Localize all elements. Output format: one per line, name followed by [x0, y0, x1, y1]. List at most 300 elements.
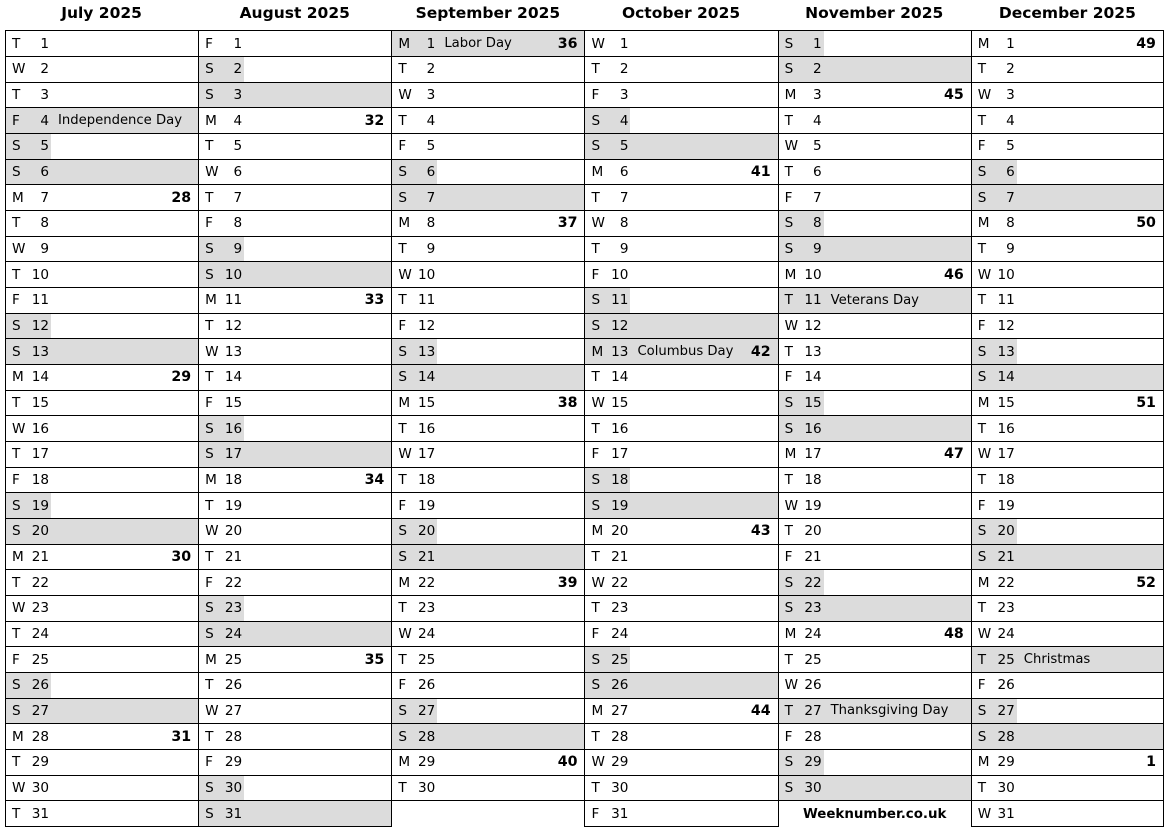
day-of-week-label: W [205, 163, 219, 180]
day-number: 28 [611, 728, 629, 745]
day-row[interactable] [392, 673, 584, 699]
day-of-week-label: M [12, 548, 24, 565]
day-row[interactable] [779, 519, 971, 545]
day-row[interactable] [392, 31, 584, 57]
month-column [5, 0, 198, 827]
day-row[interactable] [585, 570, 777, 596]
day-row[interactable] [6, 339, 198, 365]
day-number: 29 [224, 754, 243, 771]
day-row[interactable] [199, 442, 391, 468]
day-row[interactable] [585, 724, 777, 750]
day-row[interactable] [972, 673, 1163, 699]
day-of-week-label: T [12, 215, 21, 232]
day-row[interactable] [972, 314, 1163, 340]
week-number[interactable]: 38 [557, 394, 578, 411]
day-row[interactable] [199, 801, 391, 827]
day-row[interactable] [6, 160, 198, 186]
day-row[interactable] [585, 365, 777, 391]
month-column [778, 0, 971, 827]
day-number: 11 [804, 292, 822, 309]
day-of-week-label: T [784, 163, 793, 180]
day-number: 13 [31, 343, 49, 360]
day-number: 16 [31, 420, 49, 437]
day-row[interactable] [199, 596, 391, 622]
day-row[interactable] [585, 750, 777, 776]
day-number: 14 [418, 369, 436, 386]
day-row[interactable] [972, 339, 1163, 365]
day-of-week-label: M [398, 574, 411, 591]
day-row[interactable] [972, 365, 1163, 391]
day-row[interactable] [585, 262, 777, 288]
day-row[interactable] [6, 519, 198, 545]
day-row[interactable] [392, 211, 584, 237]
day-row[interactable] [972, 57, 1163, 83]
day-row[interactable] [6, 134, 198, 160]
day-of-week-label: T [784, 523, 793, 540]
day-row[interactable] [779, 160, 971, 186]
day-row[interactable] [585, 647, 777, 673]
day-row[interactable] [199, 160, 391, 186]
day-row[interactable] [779, 724, 971, 750]
day-row[interactable] [6, 673, 198, 699]
day-row[interactable] [779, 134, 971, 160]
holiday-label: Thanksgiving Day [830, 703, 949, 719]
day-row[interactable] [199, 647, 391, 673]
day-row[interactable] [972, 288, 1163, 314]
day-row[interactable] [199, 622, 391, 648]
day-row[interactable] [392, 493, 584, 519]
day-row[interactable] [972, 237, 1163, 263]
week-number[interactable]: 32 [364, 112, 385, 129]
day-row[interactable] [972, 776, 1163, 802]
day-row[interactable] [585, 31, 777, 57]
day-row[interactable] [392, 622, 584, 648]
day-row[interactable] [779, 83, 971, 109]
week-number[interactable]: 30 [171, 548, 192, 565]
day-row[interactable] [199, 288, 391, 314]
day-number: 25 [31, 651, 49, 668]
week-number[interactable]: 43 [750, 523, 771, 540]
day-of-week-label: M [977, 394, 990, 411]
day-row[interactable] [585, 416, 777, 442]
day-number: 13 [611, 343, 629, 360]
day-number: 30 [418, 779, 436, 796]
day-number: 5 [1006, 138, 1015, 155]
day-of-week-label: S [12, 497, 21, 514]
day-row[interactable] [199, 211, 391, 237]
day-row[interactable] [779, 57, 971, 83]
day-of-week-label: T [398, 112, 407, 129]
day-row[interactable] [972, 31, 1163, 57]
day-number: 26 [31, 677, 49, 694]
day-number: 17 [997, 446, 1015, 463]
day-row[interactable] [972, 134, 1163, 160]
day-row[interactable] [585, 699, 777, 725]
week-number[interactable]: 36 [557, 35, 578, 52]
day-row[interactable] [779, 314, 971, 340]
day-row[interactable] [199, 545, 391, 571]
day-of-week-label: F [591, 266, 600, 283]
day-row[interactable] [779, 493, 971, 519]
day-row[interactable] [392, 288, 584, 314]
day-of-week-label: T [977, 420, 987, 437]
day-of-week-label: M [784, 625, 797, 642]
day-row[interactable] [199, 314, 391, 340]
day-number: 21 [611, 548, 629, 565]
day-row[interactable] [6, 468, 198, 494]
day-of-week-label: S [398, 163, 407, 180]
day-of-week-label: W [398, 625, 412, 642]
day-row[interactable] [972, 622, 1163, 648]
day-row[interactable] [392, 519, 584, 545]
day-number: 5 [619, 138, 629, 155]
day-row[interactable] [779, 391, 971, 417]
day-row[interactable] [6, 237, 198, 263]
month-day-list [198, 30, 391, 827]
day-of-week-label: S [591, 471, 601, 488]
day-row[interactable] [6, 365, 198, 391]
day-row[interactable] [6, 776, 198, 802]
day-row[interactable] [779, 185, 971, 211]
day-row[interactable] [199, 237, 391, 263]
day-number: 3 [619, 86, 629, 103]
day-row[interactable] [6, 801, 198, 827]
day-row[interactable] [199, 493, 391, 519]
day-row[interactable] [392, 699, 584, 725]
day-of-week-label: S [205, 625, 214, 642]
day-row[interactable] [779, 570, 971, 596]
day-row[interactable] [972, 185, 1163, 211]
week-number[interactable]: 34 [364, 471, 385, 488]
day-row[interactable] [585, 237, 777, 263]
day-number: 26 [611, 677, 629, 694]
day-of-week-label: W [398, 86, 412, 103]
week-number[interactable]: 51 [1136, 394, 1156, 411]
day-row[interactable] [6, 545, 198, 571]
day-number: 16 [611, 420, 629, 437]
day-row[interactable] [6, 442, 198, 468]
day-row[interactable] [585, 673, 777, 699]
day-row[interactable] [6, 83, 198, 109]
day-row[interactable] [779, 108, 971, 134]
day-row[interactable] [585, 83, 777, 109]
day-number: 14 [31, 369, 49, 386]
week-number[interactable]: 28 [171, 189, 192, 206]
day-row[interactable] [6, 288, 198, 314]
day-number: 29 [611, 754, 629, 771]
day-row[interactable] [972, 570, 1163, 596]
day-of-week-label: W [784, 677, 799, 694]
day-of-week-label: F [398, 317, 407, 334]
day-row[interactable] [972, 83, 1163, 109]
day-row[interactable] [6, 596, 198, 622]
day-row[interactable] [6, 185, 198, 211]
day-row[interactable] [199, 724, 391, 750]
day-of-week-label: M [977, 754, 990, 771]
day-number: 13 [224, 343, 243, 360]
day-of-week-label: W [205, 343, 219, 360]
day-row[interactable] [392, 57, 584, 83]
day-row[interactable] [199, 134, 391, 160]
day-row[interactable] [585, 545, 777, 571]
day-row[interactable] [392, 314, 584, 340]
day-row[interactable] [779, 416, 971, 442]
day-row[interactable] [972, 647, 1163, 673]
day-row[interactable] [585, 776, 777, 802]
day-row[interactable] [779, 596, 971, 622]
day-row[interactable] [392, 750, 584, 776]
week-number[interactable]: 35 [364, 651, 385, 668]
day-of-week-label: S [205, 600, 214, 617]
day-row[interactable] [972, 262, 1163, 288]
day-row[interactable] [779, 442, 971, 468]
day-row[interactable] [392, 83, 584, 109]
day-row[interactable] [392, 365, 584, 391]
day-of-week-label: F [205, 215, 213, 232]
day-row[interactable] [972, 699, 1163, 725]
day-row[interactable] [6, 699, 198, 725]
day-number: 24 [804, 625, 822, 642]
day-row[interactable] [6, 570, 198, 596]
day-row[interactable] [392, 391, 584, 417]
day-row[interactable] [392, 339, 584, 365]
week-number[interactable]: 49 [1136, 35, 1156, 52]
day-row[interactable] [779, 339, 971, 365]
day-row[interactable] [199, 365, 391, 391]
day-row[interactable] [585, 339, 777, 365]
day-row[interactable] [972, 391, 1163, 417]
day-number: 1 [40, 35, 49, 52]
week-number[interactable]: 47 [944, 446, 964, 463]
day-row[interactable] [392, 262, 584, 288]
day-number: 27 [224, 702, 243, 719]
day-row[interactable] [779, 673, 971, 699]
day-row[interactable] [972, 211, 1163, 237]
week-number[interactable]: 48 [944, 625, 964, 642]
day-row[interactable] [199, 750, 391, 776]
day-number: 17 [418, 446, 436, 463]
day-row[interactable] [972, 750, 1163, 776]
day-row[interactable] [199, 416, 391, 442]
day-row[interactable] [6, 493, 198, 519]
day-row[interactable] [392, 108, 584, 134]
day-row[interactable] [585, 160, 777, 186]
day-row[interactable] [199, 57, 391, 83]
day-row[interactable] [585, 442, 777, 468]
day-of-week-label: F [205, 574, 213, 591]
day-row[interactable] [392, 160, 584, 186]
week-number[interactable]: 52 [1136, 574, 1156, 591]
day-row[interactable] [972, 468, 1163, 494]
week-number[interactable]: 31 [171, 728, 192, 745]
day-row[interactable] [6, 391, 198, 417]
day-row[interactable] [199, 108, 391, 134]
day-row[interactable] [779, 699, 971, 725]
day-row[interactable] [392, 724, 584, 750]
day-row[interactable] [392, 442, 584, 468]
day-row[interactable] [779, 776, 971, 802]
day-row[interactable] [972, 493, 1163, 519]
day-row[interactable] [585, 493, 777, 519]
day-row[interactable] [779, 237, 971, 263]
day-number: 5 [426, 138, 436, 155]
day-row[interactable] [6, 262, 198, 288]
day-number: 15 [31, 394, 49, 411]
week-number[interactable]: 50 [1136, 215, 1156, 232]
day-number: 16 [997, 420, 1015, 437]
day-row[interactable] [585, 596, 777, 622]
day-number: 28 [31, 728, 49, 745]
day-row[interactable] [392, 596, 584, 622]
day-row[interactable] [779, 211, 971, 237]
day-of-week-label: W [591, 35, 605, 52]
day-row[interactable] [972, 416, 1163, 442]
day-of-week-label: M [398, 754, 411, 771]
day-row[interactable] [585, 288, 777, 314]
day-row[interactable] [779, 365, 971, 391]
day-of-week-label: S [784, 420, 794, 437]
day-row[interactable] [392, 416, 584, 442]
day-row[interactable] [972, 545, 1163, 571]
day-of-week-label: F [977, 497, 986, 514]
day-row[interactable] [199, 185, 391, 211]
day-row[interactable] [779, 468, 971, 494]
day-row[interactable] [585, 108, 777, 134]
day-row[interactable] [972, 519, 1163, 545]
day-number: 25 [997, 651, 1015, 668]
day-of-week-label: T [784, 651, 793, 668]
day-row[interactable] [6, 31, 198, 57]
day-row[interactable] [6, 724, 198, 750]
day-row[interactable] [972, 442, 1163, 468]
day-of-week-label: M [12, 189, 24, 206]
day-of-week-label: T [398, 61, 407, 78]
day-of-week-label: S [977, 523, 987, 540]
day-row[interactable] [6, 647, 198, 673]
day-row[interactable] [972, 596, 1163, 622]
day-of-week-label: M [591, 343, 604, 360]
day-row[interactable] [392, 570, 584, 596]
week-number[interactable]: 44 [750, 702, 771, 719]
day-row[interactable] [6, 211, 198, 237]
day-row[interactable] [585, 185, 777, 211]
day-number: 3 [812, 86, 822, 103]
day-number: 7 [233, 189, 243, 206]
week-number[interactable]: 45 [944, 86, 964, 103]
day-number: 19 [418, 497, 436, 514]
day-row[interactable] [779, 545, 971, 571]
day-row[interactable] [6, 622, 198, 648]
day-number: 12 [224, 317, 243, 334]
day-row[interactable] [972, 108, 1163, 134]
week-number[interactable]: 39 [557, 574, 578, 591]
day-row[interactable] [199, 570, 391, 596]
day-number: 23 [804, 600, 822, 617]
month-title: December 2025 [998, 4, 1136, 22]
day-row[interactable] [972, 801, 1163, 827]
week-number[interactable]: 33 [364, 292, 385, 309]
day-row[interactable] [199, 519, 391, 545]
week-number[interactable]: 37 [557, 215, 578, 232]
day-row[interactable] [6, 750, 198, 776]
day-row[interactable] [199, 31, 391, 57]
day-row[interactable] [392, 134, 584, 160]
day-number: 12 [611, 317, 629, 334]
day-row[interactable] [779, 647, 971, 673]
day-row[interactable] [199, 699, 391, 725]
day-row[interactable] [199, 468, 391, 494]
week-number[interactable]: 29 [171, 369, 192, 386]
day-row[interactable] [392, 185, 584, 211]
holiday-label: Columbus Day [637, 344, 734, 360]
day-of-week-label: T [12, 266, 21, 283]
day-row[interactable] [585, 314, 777, 340]
day-row[interactable] [585, 134, 777, 160]
day-of-week-label: T [12, 394, 21, 411]
day-number: 30 [31, 779, 49, 796]
day-row[interactable] [392, 545, 584, 571]
day-of-week-label: S [784, 35, 794, 52]
day-number: 18 [804, 471, 822, 488]
day-row[interactable] [392, 237, 584, 263]
day-row[interactable] [585, 468, 777, 494]
day-of-week-label: S [398, 523, 407, 540]
day-row[interactable] [392, 468, 584, 494]
day-number: 24 [224, 625, 243, 642]
day-number: 23 [611, 600, 629, 617]
day-row[interactable] [199, 339, 391, 365]
day-of-week-label: T [205, 677, 214, 694]
week-number[interactable]: 42 [750, 343, 771, 360]
day-row[interactable] [6, 57, 198, 83]
day-row[interactable] [585, 391, 777, 417]
day-number: 5 [40, 138, 49, 155]
week-number[interactable]: 41 [750, 163, 771, 180]
day-row[interactable] [199, 673, 391, 699]
day-row[interactable] [779, 288, 971, 314]
day-row[interactable] [585, 801, 777, 827]
day-row[interactable] [199, 83, 391, 109]
day-row[interactable] [779, 31, 971, 57]
day-row[interactable] [972, 724, 1163, 750]
week-number[interactable]: 1 [1146, 754, 1156, 771]
week-number[interactable]: 40 [557, 754, 578, 771]
day-of-week-label: F [591, 625, 600, 642]
day-row[interactable] [199, 262, 391, 288]
day-row[interactable] [585, 519, 777, 545]
day-row[interactable] [779, 622, 971, 648]
day-number: 20 [224, 523, 243, 540]
day-row[interactable] [392, 647, 584, 673]
day-row[interactable] [6, 314, 198, 340]
day-row[interactable] [6, 108, 198, 134]
day-row[interactable] [585, 622, 777, 648]
day-row[interactable] [6, 416, 198, 442]
empty-row [392, 801, 584, 827]
day-row[interactable] [779, 750, 971, 776]
week-number[interactable]: 46 [944, 266, 964, 283]
day-row[interactable] [199, 776, 391, 802]
day-row[interactable] [779, 262, 971, 288]
day-of-week-label: S [591, 138, 601, 155]
day-number: 25 [418, 651, 436, 668]
day-row[interactable] [585, 211, 777, 237]
day-row[interactable] [972, 160, 1163, 186]
day-row[interactable] [585, 57, 777, 83]
day-row[interactable] [199, 391, 391, 417]
day-of-week-label: T [591, 61, 600, 78]
day-row[interactable] [392, 776, 584, 802]
